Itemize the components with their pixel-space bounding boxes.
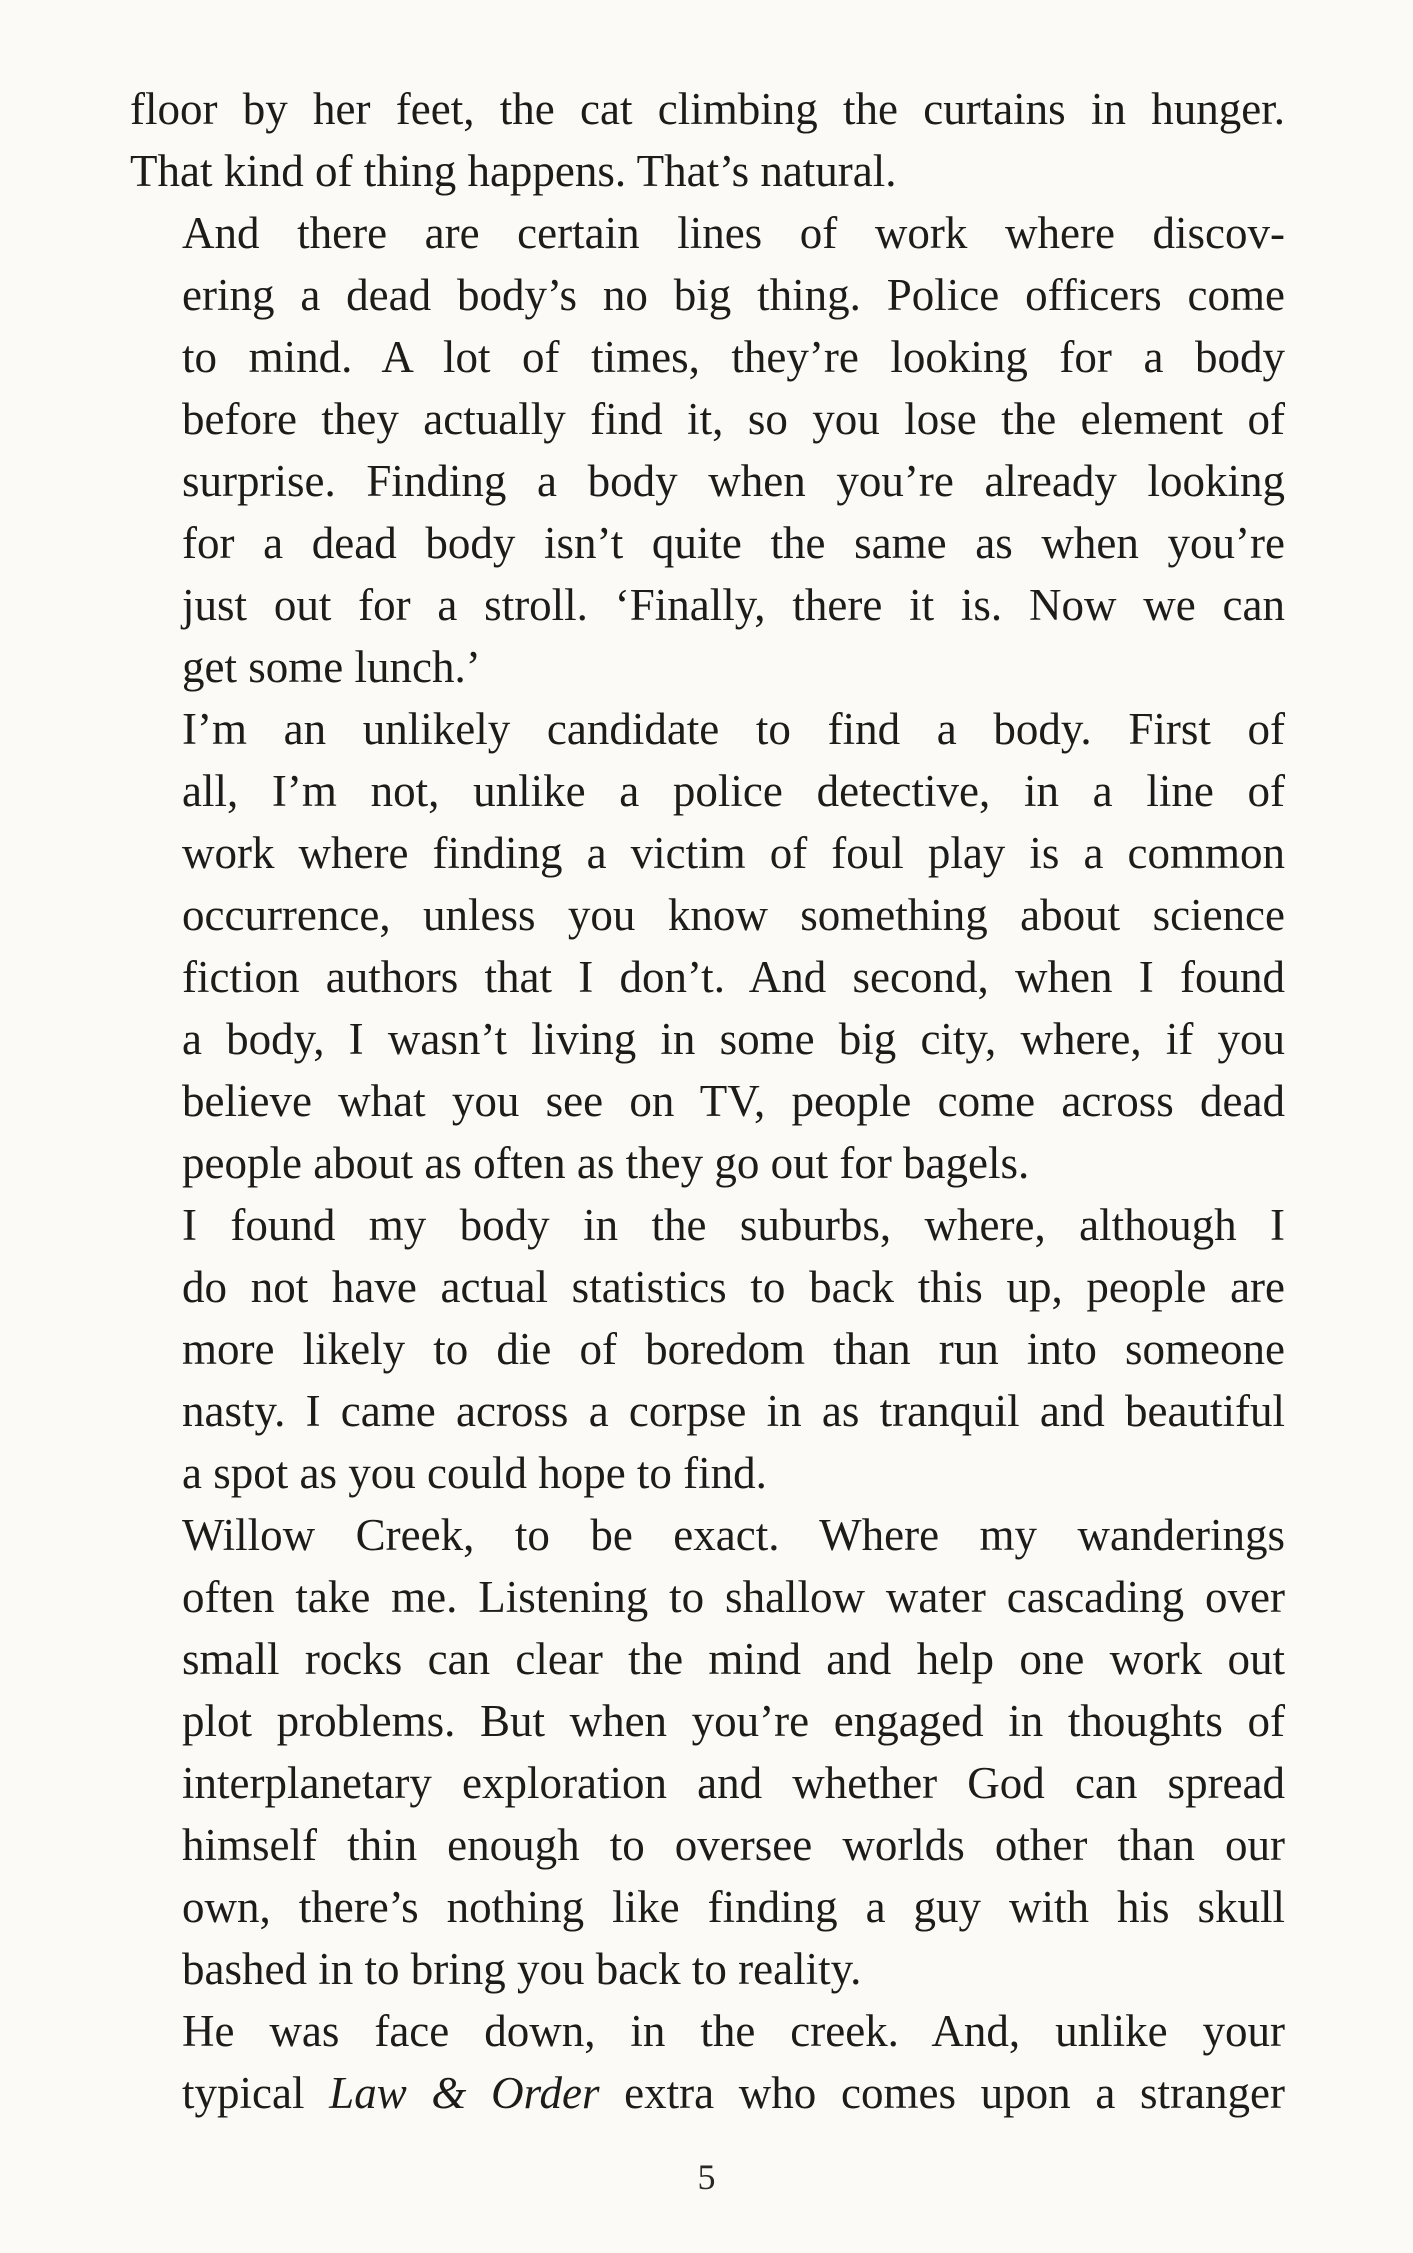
text-line: a spot as you could hope to find. <box>182 1448 767 1498</box>
text-line: floor by her feet, the cat climbing the curtains in hunger. <box>130 84 1285 134</box>
text-line: work where finding a victim of foul play is a common <box>182 828 1285 878</box>
text-line: surprise. Finding a body when you’re already looking <box>182 456 1285 506</box>
text-line: typical Law & Order extra who comes upon a stranger <box>182 2068 1285 2118</box>
text-line: own, there’s nothing like finding a guy with his skull <box>182 1882 1285 1932</box>
page-number: 5 <box>697 2157 716 2197</box>
italic-title: Law & Order <box>329 2068 600 2118</box>
text-line: more likely to die of boredom than run into someone <box>182 1324 1285 1374</box>
text-line: interplanetary exploration and whether God can spread <box>182 1758 1285 1808</box>
text-line: for a dead body isn’t quite the same as when you’re <box>182 518 1285 568</box>
body-text <box>130 78 1285 2124</box>
text-line: That kind of thing happens. That’s natural. <box>130 146 897 196</box>
text-line: small rocks can clear the mind and help one work out <box>182 1634 1285 1684</box>
paragraph <box>130 698 1285 1194</box>
text-line: believe what you see on TV, people come across dead <box>182 1076 1285 1126</box>
paragraph <box>130 1194 1285 1504</box>
text-line: ering a dead body’s no big thing. Police officers come <box>182 270 1285 320</box>
text-line: occurrence, unless you know something about science <box>182 890 1285 940</box>
book-page <box>130 78 1285 2124</box>
text-line: all, I’m not, unlike a police detective, in a line of <box>182 766 1285 816</box>
paragraph <box>130 2000 1285 2124</box>
paragraph <box>130 202 1285 698</box>
text-line: I’m an unlikely candidate to find a body. First of <box>182 704 1285 754</box>
text-line: a body, I wasn’t living in some big city, where, if you <box>182 1014 1285 1064</box>
text-line: to mind. A lot of times, they’re looking for a body <box>182 332 1285 382</box>
text-line: fiction authors that I don’t. And second, when I found <box>182 952 1285 1002</box>
text-line: And there are certain lines of work where discov- <box>182 208 1285 258</box>
text-line: get some lunch.’ <box>182 642 481 692</box>
text-line: before they actually find it, so you lose the element of <box>182 394 1285 444</box>
text-line: people about as often as they go out for bagels. <box>182 1138 1030 1188</box>
paragraph <box>130 1504 1285 2000</box>
text-line: do not have actual statistics to back this up, people are <box>182 1262 1285 1312</box>
text-line: He was face down, in the creek. And, unlike your <box>182 2006 1285 2056</box>
paragraph <box>130 78 1285 202</box>
text-line: often take me. Listening to shallow water cascading over <box>182 1572 1285 1622</box>
text-line: Willow Creek, to be exact. Where my wanderings <box>182 1510 1285 1560</box>
text-line: just out for a stroll. ‘Finally, there it is. Now we can <box>182 580 1285 630</box>
text-line: himself thin enough to oversee worlds other than our <box>182 1820 1285 1870</box>
text-line: nasty. I came across a corpse in as tranquil and beautiful <box>182 1386 1285 1436</box>
text-line: bashed in to bring you back to reality. <box>182 1944 862 1994</box>
text-line: I found my body in the suburbs, where, although I <box>182 1200 1285 1250</box>
text-line: plot problems. But when you’re engaged in thoughts of <box>182 1696 1285 1746</box>
